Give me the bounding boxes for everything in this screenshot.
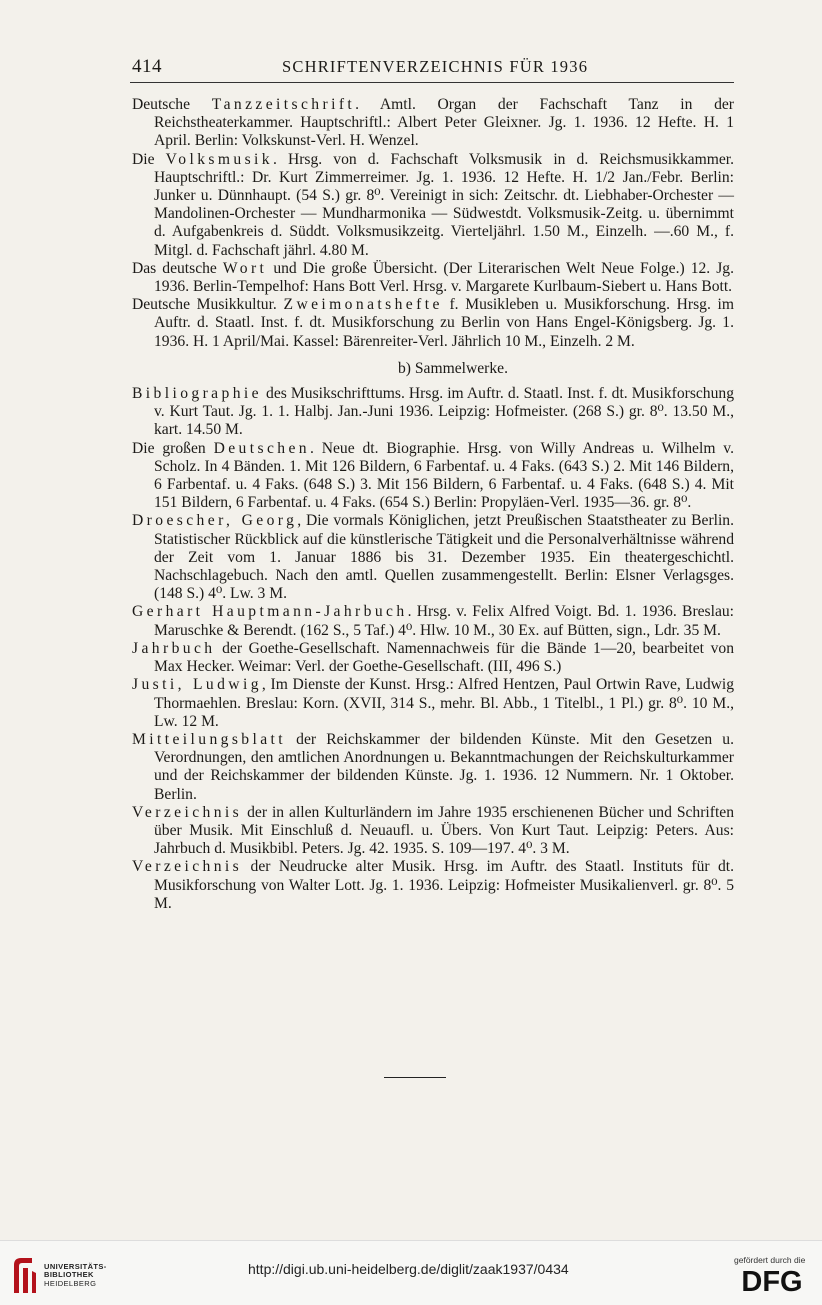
entry-text: f. Musikleben u. Musikforschung. Hrsg. im Auftr. d. Staatl. Inst. f. dt. Musikforschung zu Berlin von Hans Engel-Königsberg. Jg. 1. 1936. H. 1 April/Mai. Kassel: Bärenreiter-Verl. Jährlich 10 M., Einzelh. 2 M. — [154, 296, 734, 350]
entry-spaced-keyword: Justi, Ludwig — [132, 676, 262, 694]
entry-lead: Deutsche Musikkultur. — [132, 296, 277, 314]
entry-spaced-keyword: Droescher, Georg — [132, 512, 298, 530]
entry-spaced-keyword: Bibliographie — [132, 385, 262, 403]
bibliography-entry — [132, 603, 734, 639]
university-library-logo-icon[interactable] — [8, 1255, 38, 1295]
running-title: SCHRIFTENVERZEICHNIS FÜR 1936 — [282, 57, 589, 76]
page-number: 414 — [132, 56, 162, 77]
bibliography-entry — [132, 260, 734, 296]
end-rule — [384, 1077, 446, 1078]
bibliography-entry — [132, 676, 734, 731]
entry-list-collections — [132, 385, 734, 913]
dfg-logo-icon[interactable] — [733, 1267, 811, 1293]
entry-text: der Goethe-Gesellschaft. Namennachweis für die Bände 1—20, bearbeitet von Max Hecker. Weimar: Verl. der Goethe-Gesellschaft. (III, 496 S.) — [154, 639, 734, 676]
permalink-url[interactable]: http://digi.ub.uni-heidelberg.de/diglit/zaak1937/0434 — [248, 1261, 569, 1277]
entry-spaced-keyword: Verzeichnis — [132, 858, 243, 876]
entry-text: . Amtl. Organ der Fachschaft Tanz in der Reichstheaterkammer. Hauptschriftl.: Albert Peter Gleixner. Jg. 1. 1936. 12 Hefte. H. 1 April. Berlin: Volkskunst-Verl. H. Wenzel. — [154, 96, 734, 150]
bibliography-entry — [132, 96, 734, 151]
entry-text: der Neudrucke alter Musik. Hrsg. im Auftr. des Staatl. Instituts für dt. Musikforschung von Walter Lott. Jg. 1. 1936. Leipzig: Hofmeister Musikalienverl. gr. 8⁰. 5 M. — [154, 858, 734, 912]
entry-text: der Reichskammer der bildenden Künste. Mit den Gesetzen u. Verordnungen, den amtlichen Anordnungen u. Bekanntmachungen der Reichskulturkammer und der Reichskammer der bildenden Künste. Jg. 1. 1936. 12 Nummern. Nr. 1 Oktober. Berlin. — [154, 730, 734, 803]
entry-spaced-keyword: Volksmusik — [165, 150, 273, 168]
bibliography-entry — [132, 731, 734, 804]
entry-text: . Neue dt. Biographie. Hrsg. von Willy Andreas u. Wilhelm v. Scholz. In 4 Bänden. 1. Mit 126 Bildern, 6 Farbentaf. u. 4 Faks. (643 S.) 2. Mit 146 Bildern, 6 Farbentaf. u. 4 Faks. (648 S.) 3. Mit 156 Bildern, 6 Farbentaf. u. 4 Faks. (648 S.) 4. Mit 151 Bildern, 6 Farbentaf. u. 4 Faks. (654 S.) Berlin: Propyläen-Verl. 1935—36. gr. 8⁰. — [154, 439, 734, 512]
entry-text: . Hrsg. v. Felix Alfred Voigt. Bd. 1. 1936. Breslau: Maruschke & Berendt. (162 S., 5 Taf.) 4⁰. Hlw. 10 M., 30 Ex. auf Bütten, sign., Ldr. 35 M. — [154, 603, 735, 639]
viewer-footer — [0, 1240, 822, 1305]
entry-lead: Die — [132, 150, 155, 168]
entry-spaced-keyword: Verzeichnis — [132, 803, 243, 821]
dfg-logo-text: DFG — [741, 1267, 803, 1293]
entry-text: , Die vormals Königlichen, jetzt Preußischen Staatstheater zu Berlin. Statistischer Rückblick auf die künstlerische Tätigkeit und die Personalverhältnisse während der Zeit vom 1. Januar 1886 bis 31. Dezember 1935. Ein theatergeschichtl. Nachschlagebuch. Nach den amtl. Quellen zusammengestellt. Berlin: Elsner Verlagsges. (148 S.) 4⁰. Lw. 3 M. — [154, 512, 734, 603]
bibliography-entry — [132, 858, 734, 913]
entry-lead: Die großen — [132, 439, 206, 457]
bibliography-entry — [132, 640, 734, 676]
entry-list-periodicals — [132, 96, 734, 351]
entry-text: und Die große Übersicht. (Der Literarischen Welt Neue Folge.) 12. Jg. 1936. Berlin-Tempelhof: Hans Bott Verl. Hrsg. v. Margarete Kurlbaum-Siebert u. Hans Bott. — [154, 259, 734, 296]
entry-spaced-keyword: Wort — [222, 259, 268, 277]
bibliography-entry — [132, 151, 734, 260]
entry-spaced-keyword: Jahrbuch — [132, 639, 216, 657]
page-body — [132, 96, 734, 913]
entry-lead: Das deutsche — [132, 259, 217, 277]
entry-spaced-keyword: Gerhart Hauptmann-Jahrbuch — [132, 603, 408, 621]
entry-text: . Hrsg. von d. Fachschaft Volksmusik in d. Reichsmusikkammer. Hauptschriftl.: Dr. Kurt Zimmerreimer. Jg. 1. 1936. 12 Hefte. H. 1/2 Jan./Febr. Berlin: Junker u. Dünnhaupt. (54 S.) gr. 8⁰. Vereinigt in sich: Zeitschr. dt. Liebhaber-Orchester — Mandolinen-Orchester — Mundharmonika — Südwestdt. Volksmusik-Zeitg. u. übernimmt d. Aufgabenkreis d. Süddt. Volksmusikzeitg. Vierteljährl. 1.50 M., Einzelh. —.60 M., f. Mitgl. d. Fachschaft jährl. 4.80 M. — [154, 150, 734, 259]
entry-lead: Deutsche — [132, 96, 191, 113]
entry-spaced-keyword: Tanzzeitschrift — [211, 96, 356, 113]
entry-spaced-keyword: Mitteilungsblatt — [132, 730, 287, 748]
entry-spaced-keyword: Deutschen — [213, 439, 310, 457]
bibliography-entry — [132, 440, 734, 513]
section-heading: b) Sammelwerke. — [398, 359, 508, 377]
entry-text: des Musikschrifttums. Hrsg. im Auftr. d. Staatl. Inst. f. dt. Musikforschung v. Kurt Taut. Jg. 1. 1. Halbj. Jan.-Juni 1936. Leipzig: Hofmeister. (268 S.) gr. 8⁰. 13.50 M., kart. 14.50 M. — [154, 385, 734, 439]
entry-spaced-keyword: Zweimonatshefte — [283, 296, 443, 314]
library-name: UNIVERSITÄTS- BIBLIOTHEK HEIDELBERG — [44, 1262, 107, 1288]
header-rule — [130, 82, 734, 83]
bibliography-entry — [132, 804, 734, 859]
bibliography-entry — [132, 385, 734, 440]
entry-text: der in allen Kulturländern im Jahre 1935 erschienenen Bücher und Schriften über Musik. Mit Einschluß d. Neuaufl. u. Übers. Von Kurt Taut. Leipzig: Peters. Aus: Jahrbuch d. Musikbibl. Peters. Jg. 42. 1935. S. 109—197. 4⁰. 3 M. — [154, 803, 734, 858]
funding-note: gefördert durch die — [734, 1255, 806, 1265]
bibliography-entry — [132, 512, 734, 603]
page-header — [132, 56, 732, 84]
entry-text: , Im Dienste der Kunst. Hrsg.: Alfred Hentzen, Paul Ortwin Rave, Ludwig Thormaehlen. Breslau: Korn. (XVII, 314 S., mehr. Bl. Abb., 1 Titelbl., 1 Pl.) gr. 8⁰. 10 M., Lw. 12 M. — [154, 676, 735, 730]
bibliography-entry — [132, 296, 734, 351]
